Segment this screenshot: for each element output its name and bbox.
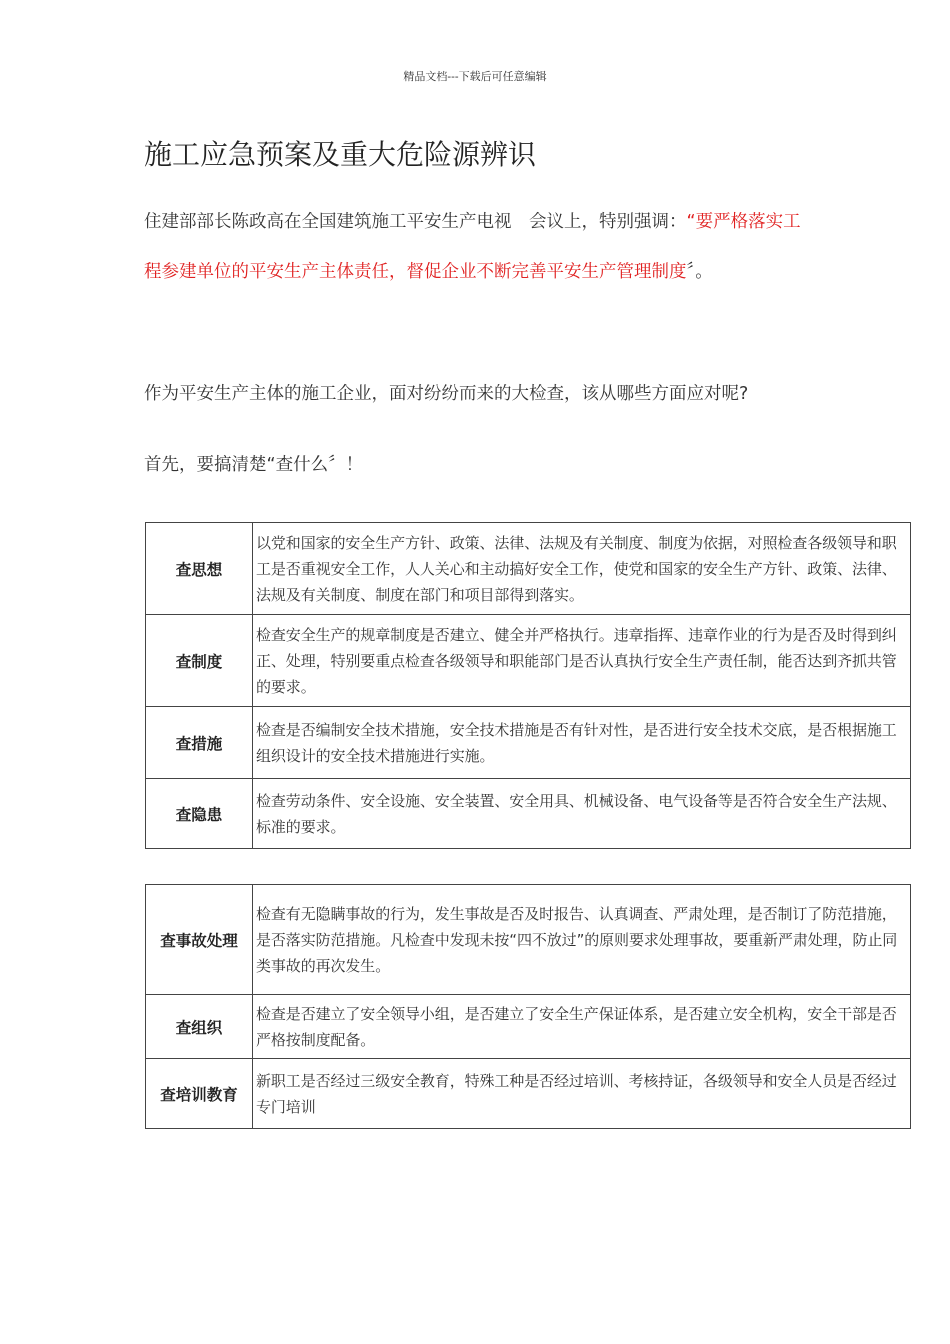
row-key: 查组织 bbox=[146, 995, 253, 1059]
row-key: 查措施 bbox=[146, 707, 253, 779]
quote-open-mark: “ bbox=[686, 212, 696, 232]
quote-close-mark: 〞。 bbox=[686, 262, 713, 282]
row-key: 查思想 bbox=[146, 523, 253, 615]
row-value: 检查安全生产的规章制度是否建立、健全并严格执行。违章指挥、违章作业的行为是否及时得到纠正、处理，特别要重点检查各级领导和职能部门是否认真执行安全生产责任制，能否达到齐抓共管的要求。 bbox=[253, 615, 911, 707]
row-value: 检查有无隐瞒事故的行为，发生事故是否及时报告、认真调查、严肃处理，是否制订了防范措施，是否落实防范措施。凡检查中发现未按“四不放过”的原则要求处理事故，要重新严肃处理，防止同类事故的再次发生。 bbox=[253, 885, 911, 995]
table-row bbox=[146, 707, 911, 779]
row-key: 查隐患 bbox=[146, 779, 253, 849]
table-row bbox=[146, 885, 911, 995]
row-key: 查事故处理 bbox=[146, 885, 253, 995]
intro-text: 住建部部长陈政高在全国建筑施工平安生产电视 会议上，特别强调： bbox=[144, 212, 687, 232]
table-row bbox=[146, 995, 911, 1059]
row-value: 新职工是否经过三级安全教育，特殊工种是否经过培训、考核持证，各级领导和安全人员是否经过专门培训 bbox=[253, 1059, 911, 1129]
row-key: 查培训教育 bbox=[146, 1059, 253, 1129]
document-title: 施工应急预案及重大危险源辨识 bbox=[144, 138, 537, 171]
table-row bbox=[146, 615, 911, 707]
row-key: 查制度 bbox=[146, 615, 253, 707]
inspection-table-1 bbox=[145, 522, 911, 849]
row-value: 检查是否编制安全技术措施，安全技术措施是否有针对性，是否进行安全技术交底，是否根据施工组织设计的安全技术措施进行实施。 bbox=[253, 707, 911, 779]
inspection-table-2 bbox=[145, 884, 911, 1129]
row-value: 检查是否建立了安全领导小组，是否建立了安全生产保证体系，是否建立安全机构，安全干部是否严格按制度配备。 bbox=[253, 995, 911, 1059]
question-paragraph: 作为平安生产主体的施工企业，面对纷纷而来的大检查，该从哪些方面应对呢? bbox=[144, 384, 749, 404]
page-header-watermark: 精品文档---下载后可任意编辑 bbox=[403, 70, 547, 83]
intro-paragraph bbox=[144, 197, 804, 297]
highlighted-quote: 要严格落实工程参建单位的平安生产主体责任，督促企业不断完善平安生产管理制度 bbox=[144, 212, 801, 282]
first-step-paragraph: 首先，要搞清楚“查什么〞！ bbox=[144, 455, 364, 475]
row-value: 检查劳动条件、安全设施、安全装置、安全用具、机械设备、电气设备等是否符合安全生产法规、标准的要求。 bbox=[253, 779, 911, 849]
table-row bbox=[146, 1059, 911, 1129]
table-row bbox=[146, 779, 911, 849]
row-value: 以党和国家的安全生产方针、政策、法律、法规及有关制度、制度为依据，对照检查各级领导和职工是否重视安全工作，人人关心和主动搞好安全工作，使党和国家的安全生产方针、政策、法律、法规及有关制度、制度在部门和项目部得到落实。 bbox=[253, 523, 911, 615]
table-row bbox=[146, 523, 911, 615]
